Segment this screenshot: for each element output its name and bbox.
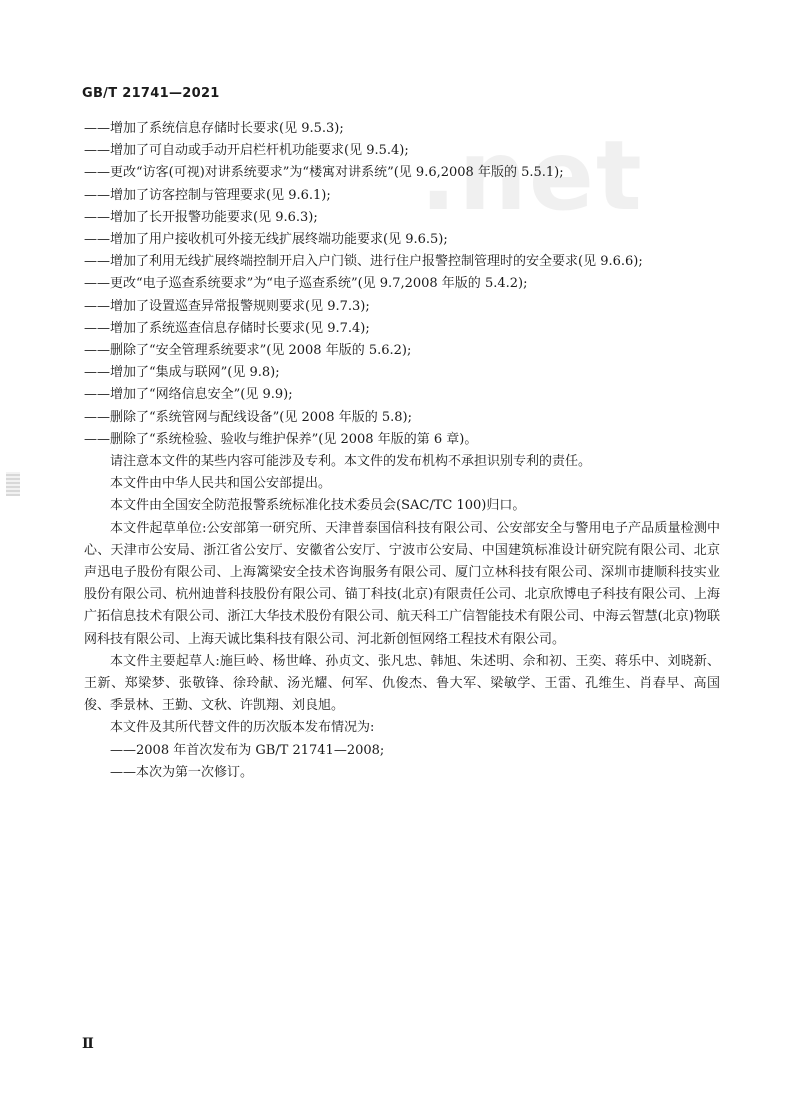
change-item: ——增加了系统巡查信息存储时长要求(见 9.7.4); (84, 320, 370, 336)
change-item: ——更改“电子巡查系统要求”为“电子巡查系统”(见 9.7,2008 年版的 5.4.2); (84, 276, 528, 292)
proposed-by: 本文件由中华人民共和国公安部提出。 (110, 476, 332, 492)
history-item: ——2008 年首次发布为 GB/T 21741—2008; (110, 742, 385, 758)
change-item: ——增加了“网络信息安全”(见 9.9); (84, 387, 293, 403)
change-item: ——增加了系统信息存储时长要求(见 9.5.3); (84, 121, 344, 136)
history-list (84, 740, 720, 784)
watermark: .net (420, 120, 644, 232)
page-number: Ⅱ (82, 1036, 94, 1052)
change-item: ——更改“访客(可视)对讲系统要求”为“楼寓对讲系统”(见 9.6,2008 年版的 5.5.1); (84, 165, 564, 181)
patent-notice: 请注意本文件的某些内容可能涉及专利。本文件的发布机构不承担识别专利的责任。 (110, 454, 592, 470)
change-item: ——增加了可自动或手动开启栏杆机功能要求(见 9.5.4); (84, 143, 409, 159)
change-item: ——增加了长开报警功能要求(见 9.6.3); (84, 209, 318, 225)
change-item: ——增加了访客控制与管理要求(见 9.6.1); (84, 187, 331, 203)
change-item: ——删除了“系统检验、验收与维护保养”(见 2008 年版的第 6 章)。 (84, 431, 478, 447)
change-item: ——删除了“系统管网与配线设备”(见 2008 年版的 5.8); (84, 409, 412, 425)
centralized-by: 本文件由全国安全防范报警系统标准化技术委员会(SAC/TC 100)归口。 (110, 498, 526, 514)
history-intro: 本文件及其所代替文件的历次版本发布情况为: (110, 720, 375, 736)
change-item: ——增加了设置巡查异常报警规则要求(见 9.7.3); (84, 298, 370, 314)
change-list (84, 118, 720, 451)
drafting-units: 本文件起草单位:公安部第一研究所、天津普泰国信科技有限公司、公安部安全与警用电子产品质量检测中心、天津市公安局、浙江省公安厅、安徽省公安厅、宁波市公安局、中国建筑标准设计研究院有限公司、北京声迅电子股份有限公司、上海篱梁安全技术咨询服务有限公司、厦门立林科技有限公司、深圳市捷顺科技实业股份有限公司、杭州迪普科技股份有限公司、锚丁科技(北京)有限责任公司、北京欣博电子科技有限公司、上海广拓信息技术有限公司、浙江大华技术股份有限公司、航天科工广信智能技术有限公司、中海云智慧(北京)物联网科技有限公司、上海天诚比集科技有限公司、河北新创恒网络工程技术有限公司。 (84, 520, 720, 647)
change-item: ——增加了利用无线扩展终端控制开启入户门锁、进行住户报警控制管理时的安全要求(见 9.6.6); (84, 254, 643, 270)
change-item: ——增加了用户接收机可外接无线扩展终端功能要求(见 9.6.5); (84, 232, 448, 248)
document-body (84, 118, 720, 784)
main-drafters: 本文件主要起草人:施巨岭、杨世峰、孙贞文、张凡忠、韩旭、朱述明、佘和初、王奕、蒋乐中、刘晓新、王新、郑梁梦、张敬锋、徐玲献、汤光耀、何军、仇俊杰、鲁大军、梁敏学、王雷、孔维生、肖春早、高国俊、季景林、王勤、文秋、许凯翔、刘良旭。 (84, 653, 720, 714)
standard-number: GB/T 21741—2021 (82, 86, 220, 101)
history-item: ——本次为第一次修订。 (110, 764, 254, 780)
change-item: ——增加了“集成与联网”(见 9.8); (84, 365, 280, 381)
scan-margin-mark (6, 472, 20, 496)
change-item: ——删除了“安全管理系统要求”(见 2008 年版的 5.6.2); (84, 343, 412, 359)
